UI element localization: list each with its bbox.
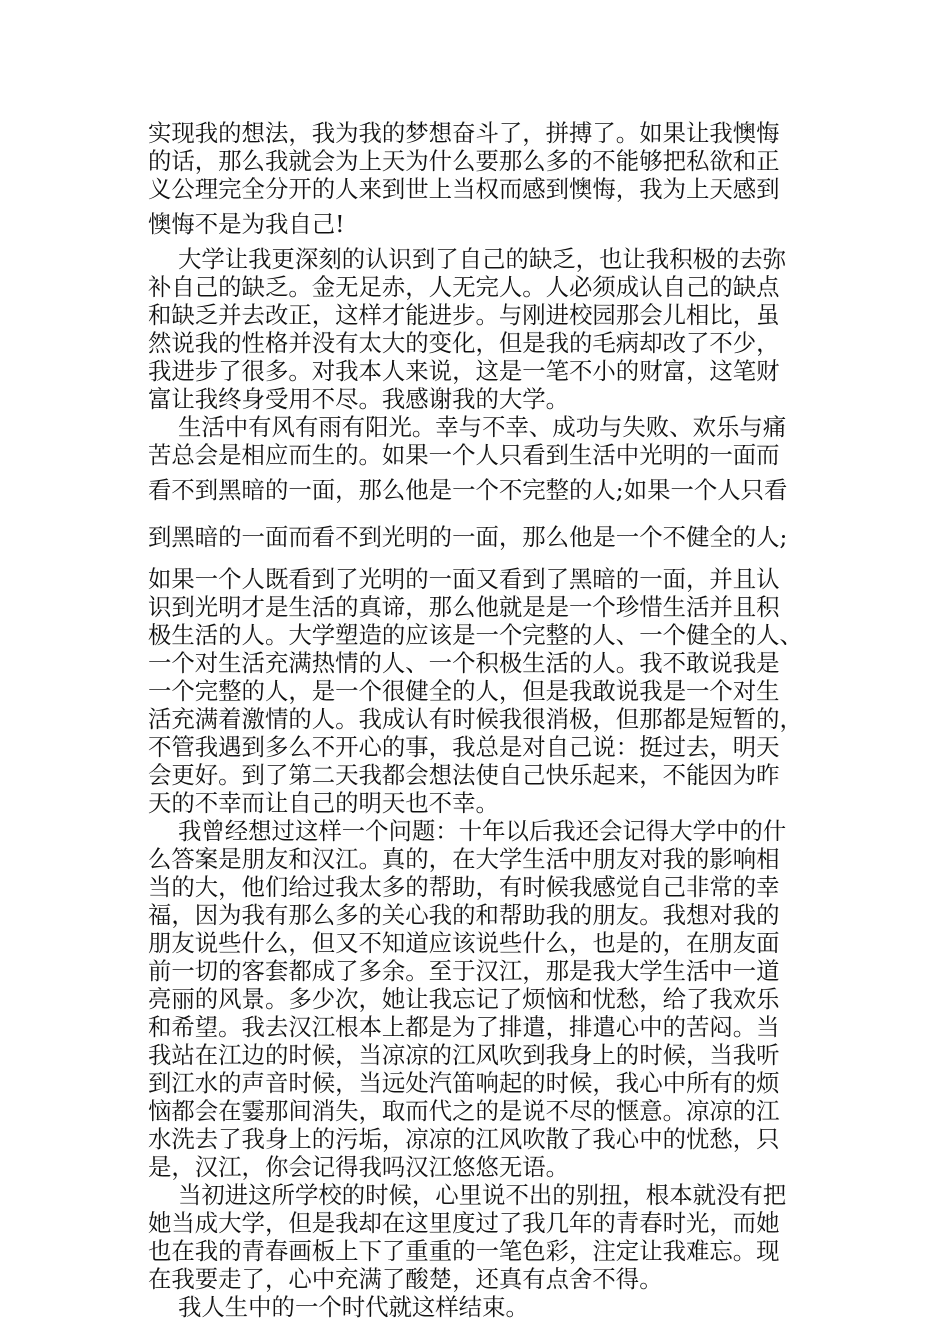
text-line: 的话，那么我就会为上天为什么要那么多的不能够把私欲和正 [148,147,780,175]
text-line: 苦总会是相应而生的。如果一个人只看到生活中光明的一面而 [148,441,780,469]
text-line: 在我要走了，心中充满了酸楚，还真有点舍不得。 [148,1265,663,1293]
text-line: 一个对生活充满热情的人、一个积极生活的人。我不敢说我是 [148,649,780,677]
text-line: 朋友说些什么，但又不知道应该说些什么，也是的，在朋友面 [148,929,780,957]
text-line: 实现我的想法，我为我的梦想奋斗了，拼搏了。如果让我懊悔 [148,119,780,147]
text-line: 极生活的人。大学塑造的应该是一个完整的人、一个健全的人、 [148,621,803,649]
text-line: 亮丽的风景。多少次，她让我忘记了烦恼和忧愁，给了我欢乐 [148,985,780,1013]
text-line: 会更好。到了第二天我都会想法使自己快乐起来，不能因为昨 [148,761,780,789]
text-line: 也在我的青春画板上下了重重的一笔色彩，注定让我难忘。现 [148,1237,780,1265]
text-line: 和缺乏并去改正，这样才能进步。与刚进校园那会儿相比，虽 [148,301,780,329]
text-line: 大学让我更深刻的认识到了自己的缺乏，也让我积极的去弥 [178,245,787,273]
text-line: 义公理完全分开的人来到世上当权而感到懊悔，我为上天感到 [148,175,780,203]
text-line: 当的大，他们给过我太多的帮助，有时候我感觉自己非常的幸 [148,873,780,901]
text-line: 我进步了很多。对我本人来说，这是一笔不小的财富，这笔财 [148,357,780,385]
text-line: 一个完整的人，是一个很健全的人，但是我敢说我是一个对生 [148,677,780,705]
text-line: 我人生中的一个时代就这样结束。 [178,1293,529,1321]
text-line: 到黑暗的一面而看不到光明的一面，那么他是一个不健全的人; [148,523,788,551]
text-line: 天的不幸而让自己的明天也不幸。 [148,789,499,817]
text-line: 么答案是朋友和汉江。真的，在大学生活中朋友对我的影响相 [148,845,780,873]
text-line: 补自己的缺乏。金无足赤，人无完人。人必须成认自己的缺点 [148,273,780,301]
text-line: 当初进这所学校的时候，心里说不出的别扭，根本就没有把 [178,1181,787,1209]
text-line: 活充满着激情的人。我成认有时候我很消极，但那都是短暂的， [148,705,803,733]
text-line: 是，汉江，你会记得我吗汉江悠悠无语。 [148,1153,570,1181]
text-line: 我站在江边的时候，当凉凉的江风吹到我身上的时候，当我听 [148,1041,780,1069]
text-line: 福，因为我有那么多的关心我的和帮助我的朋友。我想对我的 [148,901,780,929]
text-line: 识到光明才是生活的真谛，那么他就是是一个珍惜生活并且积 [148,593,780,621]
text-line: 不管我遇到多么不开心的事，我总是对自己说：挺过去，明天 [148,733,780,761]
text-line: 生活中有风有雨有阳光。幸与不幸、成功与失败、欢乐与痛 [178,413,787,441]
text-line: 看不到黑暗的一面，那么他是一个不完整的人;如果一个人只看 [148,476,788,504]
text-line: 到江水的声音时候，当远处汽笛响起的时候，我心中所有的烦 [148,1069,780,1097]
text-line: 前一切的客套都成了多余。至于汉江，那是我大学生活中一道 [148,957,780,985]
text-line: 她当成大学，但是我却在这里度过了我几年的青春时光，而她 [148,1209,780,1237]
text-line: 懊悔不是为我自己! [148,210,345,238]
text-line: 恼都会在霎那间消失，取而代之的是说不尽的惬意。凉凉的江 [148,1097,780,1125]
text-line: 如果一个人既看到了光明的一面又看到了黑暗的一面，并且认 [148,565,780,593]
text-line: 和希望。我去汉江根本上都是为了排遣，排遣心中的苦闷。当 [148,1013,780,1041]
text-line: 水洗去了我身上的污垢，凉凉的江风吹散了我心中的忧愁，只 [148,1125,780,1153]
text-line: 富让我终身受用不尽。我感谢我的大学。 [148,385,570,413]
text-line: 我曾经想过这样一个问题：十年以后我还会记得大学中的什 [178,817,787,845]
text-line: 然说我的性格并没有太大的变化，但是我的毛病却改了不少， [148,329,780,357]
